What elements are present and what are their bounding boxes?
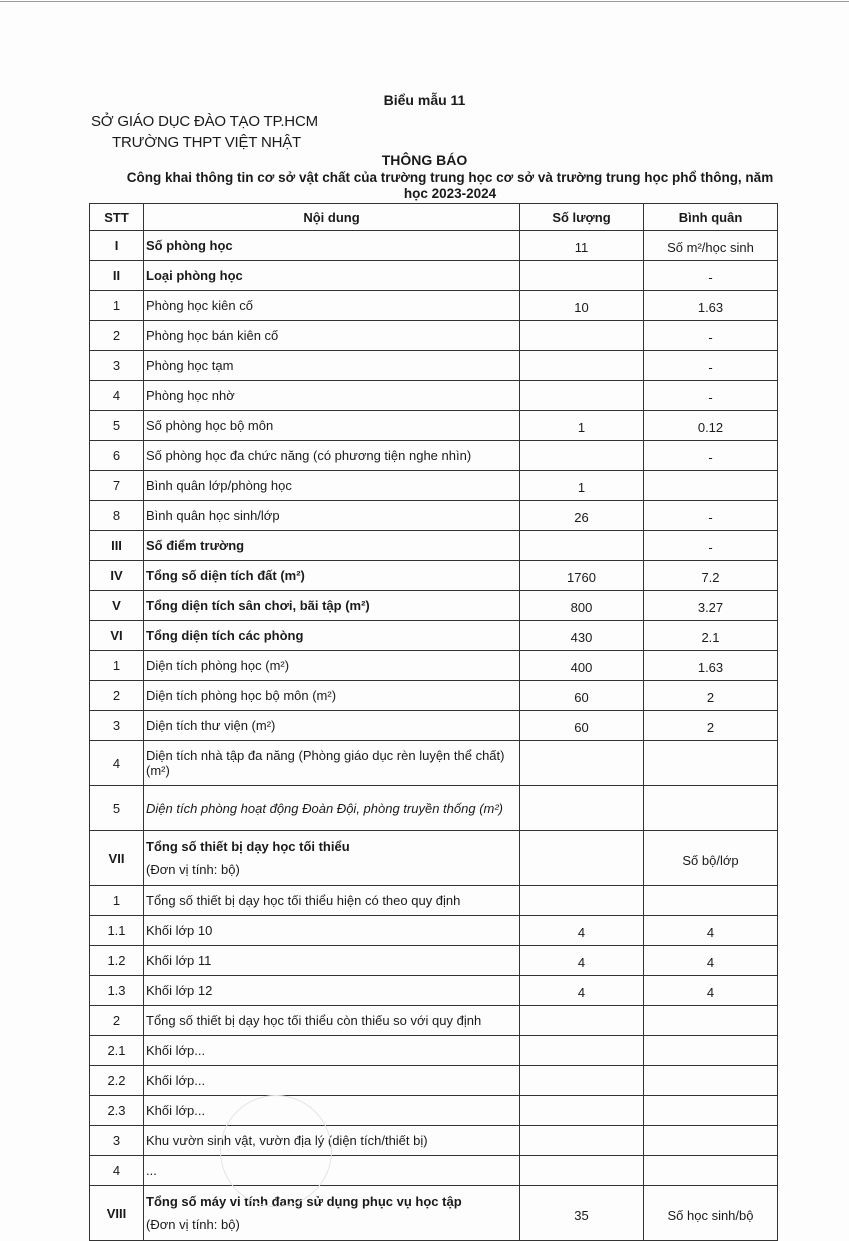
cell-quantity (520, 1036, 644, 1066)
content-text: Tổng số diện tích đất (m²) (146, 568, 305, 583)
cell-average (644, 1066, 778, 1096)
table-header-row (90, 204, 778, 231)
content-text: Khối lớp 10 (146, 923, 213, 938)
table-row (90, 411, 778, 441)
content-text: Diện tích phòng hoạt động Đoàn Đội, phòng truyền thống (m²) (146, 800, 504, 816)
cell-average: 7.2 (644, 561, 778, 591)
cell-average: 1.63 (644, 651, 778, 681)
cell-content (144, 501, 520, 531)
cell-content (144, 231, 520, 261)
faded-stamp (220, 1095, 332, 1207)
cell-stt: 4 (90, 1156, 144, 1186)
cell-content (144, 1186, 520, 1241)
cell-content (144, 561, 520, 591)
cell-quantity: 26 (520, 501, 644, 531)
cell-average: Số bộ/lớp (644, 831, 778, 886)
facilities-table (89, 203, 778, 1241)
cell-content (144, 291, 520, 321)
cell-quantity: 1 (520, 471, 644, 501)
cell-quantity: 60 (520, 681, 644, 711)
cell-quantity: 4 (520, 976, 644, 1006)
cell-content (144, 261, 520, 291)
column-header-content: Nội dung (144, 204, 520, 231)
cell-quantity (520, 1066, 644, 1096)
table-row (90, 886, 778, 916)
school-name: TRƯỜNG THPT VIỆT NHẬT (112, 134, 301, 151)
content-text: Phòng học kiên cố (146, 298, 253, 313)
cell-average: 4 (644, 916, 778, 946)
table-row (90, 291, 778, 321)
cell-average (644, 741, 778, 786)
cell-average (644, 786, 778, 831)
cell-average: Số m²/học sinh (644, 231, 778, 261)
cell-quantity (520, 351, 644, 381)
cell-content (144, 1066, 520, 1096)
content-text: Khối lớp 12 (146, 983, 213, 998)
content-text: Khối lớp... (146, 1103, 206, 1118)
cell-content (144, 916, 520, 946)
cell-stt: 1 (90, 291, 144, 321)
content-text: Tổng số máy vi tính đang sử dụng phục vụ học tập (146, 1194, 462, 1209)
cell-quantity (520, 441, 644, 471)
table-row (90, 741, 778, 786)
content-text: Số phòng học (146, 238, 233, 253)
cell-average: 0.12 (644, 411, 778, 441)
table-row (90, 1186, 778, 1241)
cell-average (644, 886, 778, 916)
cell-stt: IV (90, 561, 144, 591)
cell-average: - (644, 531, 778, 561)
content-text: Phòng học tạm (146, 358, 234, 373)
cell-quantity (520, 1096, 644, 1126)
cell-content (144, 651, 520, 681)
content-unit-note: (Đơn vị tính: bộ) (146, 1217, 240, 1232)
cell-stt: 3 (90, 711, 144, 741)
department-name: SỞ GIÁO DỤC ĐÀO TẠO TP.HCM (91, 113, 318, 130)
table-row (90, 1036, 778, 1066)
content-text: Số điểm trường (146, 538, 245, 553)
cell-stt: 5 (90, 786, 144, 831)
cell-average: 2.1 (644, 621, 778, 651)
table-row (90, 1126, 778, 1156)
cell-average: - (644, 441, 778, 471)
table-row (90, 711, 778, 741)
table-row (90, 976, 778, 1006)
cell-quantity: 400 (520, 651, 644, 681)
content-unit-note: (Đơn vị tính: bộ) (146, 862, 240, 877)
cell-quantity (520, 786, 644, 831)
table-row (90, 1006, 778, 1036)
cell-average: Số học sinh/bộ (644, 1186, 778, 1241)
table-row (90, 441, 778, 471)
content-text: Diện tích thư viện (m²) (146, 718, 276, 733)
cell-average: 4 (644, 946, 778, 976)
table-row (90, 1096, 778, 1126)
cell-quantity (520, 531, 644, 561)
table-row (90, 946, 778, 976)
cell-quantity (520, 886, 644, 916)
table-row (90, 1066, 778, 1096)
cell-content (144, 976, 520, 1006)
table-row (90, 561, 778, 591)
table-row (90, 261, 778, 291)
content-text: Tổng số thiết bị dạy học tối thiểu hiện có theo quy định (146, 893, 461, 908)
content-text: Bình quân học sinh/lớp (146, 508, 280, 523)
cell-quantity: 430 (520, 621, 644, 651)
cell-content (144, 471, 520, 501)
cell-content (144, 1096, 520, 1126)
cell-average: - (644, 381, 778, 411)
table-row (90, 786, 778, 831)
cell-stt: 1 (90, 886, 144, 916)
column-header-quantity: Số lượng (520, 204, 644, 231)
content-text: Khối lớp... (146, 1073, 206, 1088)
cell-content (144, 351, 520, 381)
table-row (90, 1156, 778, 1186)
content-text: Khối lớp... (146, 1043, 206, 1058)
table-row (90, 916, 778, 946)
cell-stt: 5 (90, 411, 144, 441)
cell-stt: 8 (90, 501, 144, 531)
content-text: Khu vườn sinh vật, vườn địa lý (diện tích/thiết bị) (146, 1133, 428, 1148)
cell-stt: 2.2 (90, 1066, 144, 1096)
cell-stt: V (90, 591, 144, 621)
cell-content (144, 441, 520, 471)
cell-quantity: 4 (520, 916, 644, 946)
cell-content (144, 531, 520, 561)
cell-content (144, 1036, 520, 1066)
table-row (90, 591, 778, 621)
page-top-edge (0, 1, 849, 2)
cell-average: 2 (644, 711, 778, 741)
column-header-stt: STT (90, 204, 144, 231)
content-text: Loại phòng học (146, 268, 243, 283)
cell-quantity: 11 (520, 231, 644, 261)
cell-stt: 2.1 (90, 1036, 144, 1066)
cell-quantity: 4 (520, 946, 644, 976)
cell-average: - (644, 261, 778, 291)
cell-average (644, 1156, 778, 1186)
cell-average (644, 1036, 778, 1066)
content-text: Tổng số thiết bị dạy học tối thiểu (146, 839, 350, 854)
cell-average: 2 (644, 681, 778, 711)
cell-stt: I (90, 231, 144, 261)
table-row (90, 231, 778, 261)
table-row (90, 381, 778, 411)
content-text: Diện tích phòng học bộ môn (m²) (146, 688, 337, 703)
cell-quantity (520, 741, 644, 786)
cell-average: 4 (644, 976, 778, 1006)
cell-stt: 3 (90, 1126, 144, 1156)
cell-average: 3.27 (644, 591, 778, 621)
cell-stt: VIII (90, 1186, 144, 1241)
content-text: ... (146, 1163, 157, 1178)
cell-quantity (520, 1126, 644, 1156)
content-text: Tổng diện tích các phòng (146, 628, 304, 643)
cell-stt: 7 (90, 471, 144, 501)
cell-content (144, 591, 520, 621)
cell-stt: II (90, 261, 144, 291)
cell-quantity: 10 (520, 291, 644, 321)
cell-stt: 4 (90, 381, 144, 411)
cell-content (144, 681, 520, 711)
notice-title: THÔNG BÁO (381, 152, 468, 168)
cell-stt: 1.3 (90, 976, 144, 1006)
cell-quantity: 800 (520, 591, 644, 621)
cell-stt: 4 (90, 741, 144, 786)
cell-stt: III (90, 531, 144, 561)
cell-quantity: 1760 (520, 561, 644, 591)
cell-quantity: 60 (520, 711, 644, 741)
form-number: Biểu mẫu 11 (383, 92, 466, 108)
cell-quantity (520, 261, 644, 291)
cell-content (144, 321, 520, 351)
content-text: Số phòng học bộ môn (146, 418, 274, 433)
cell-content (144, 381, 520, 411)
content-text: Tổng số thiết bị dạy học tối thiểu còn thiếu so với quy định (146, 1013, 482, 1028)
cell-stt: 1.2 (90, 946, 144, 976)
cell-content (144, 886, 520, 916)
cell-content (144, 1006, 520, 1036)
cell-content (144, 711, 520, 741)
cell-content (144, 411, 520, 441)
table-row (90, 351, 778, 381)
cell-stt: VII (90, 831, 144, 886)
cell-stt: 3 (90, 351, 144, 381)
table-row (90, 651, 778, 681)
content-text: Khối lớp 11 (146, 953, 212, 968)
cell-content (144, 1156, 520, 1186)
cell-stt: 6 (90, 441, 144, 471)
table-row (90, 321, 778, 351)
content-text: Số phòng học đa chức năng (có phương tiện nghe nhìn) (146, 448, 472, 463)
cell-content (144, 741, 520, 786)
cell-average: - (644, 351, 778, 381)
cell-average (644, 1096, 778, 1126)
content-text: Diện tích nhà tập đa năng (Phòng giáo dục rèn luyện thể chất) (m²) (146, 748, 505, 778)
column-header-average: Bình quân (644, 204, 778, 231)
table-row (90, 681, 778, 711)
cell-average: - (644, 501, 778, 531)
cell-stt: 2 (90, 321, 144, 351)
content-text: Diện tích phòng học (m²) (146, 658, 290, 673)
cell-stt: 1 (90, 651, 144, 681)
cell-stt: 2 (90, 681, 144, 711)
cell-average (644, 1126, 778, 1156)
cell-stt: 2.3 (90, 1096, 144, 1126)
cell-quantity (520, 831, 644, 886)
cell-stt: VI (90, 621, 144, 651)
table-row (90, 501, 778, 531)
cell-content (144, 786, 520, 831)
cell-quantity (520, 321, 644, 351)
table-row (90, 471, 778, 501)
table-row (90, 831, 778, 886)
content-text: Phòng học bán kiên cố (146, 328, 279, 343)
content-text: Bình quân lớp/phòng học (146, 478, 292, 493)
cell-quantity: 35 (520, 1186, 644, 1241)
cell-average: - (644, 321, 778, 351)
content-text: Tổng diện tích sân chơi, bãi tập (m²) (146, 598, 370, 613)
cell-stt: 2 (90, 1006, 144, 1036)
content-text: Phòng học nhờ (146, 388, 235, 403)
cell-quantity: 1 (520, 411, 644, 441)
cell-average: 1.63 (644, 291, 778, 321)
notice-subtitle: Công khai thông tin cơ sở vật chất của trường trung học cơ sở và trường trung học phổ thông, năm học 2023-2024 (126, 170, 774, 201)
cell-quantity (520, 381, 644, 411)
cell-stt: 1.1 (90, 916, 144, 946)
cell-content (144, 621, 520, 651)
cell-average (644, 1006, 778, 1036)
cell-content (144, 831, 520, 886)
cell-quantity (520, 1156, 644, 1186)
cell-quantity (520, 1006, 644, 1036)
cell-average (644, 471, 778, 501)
cell-content (144, 946, 520, 976)
table-row (90, 621, 778, 651)
table-row (90, 531, 778, 561)
